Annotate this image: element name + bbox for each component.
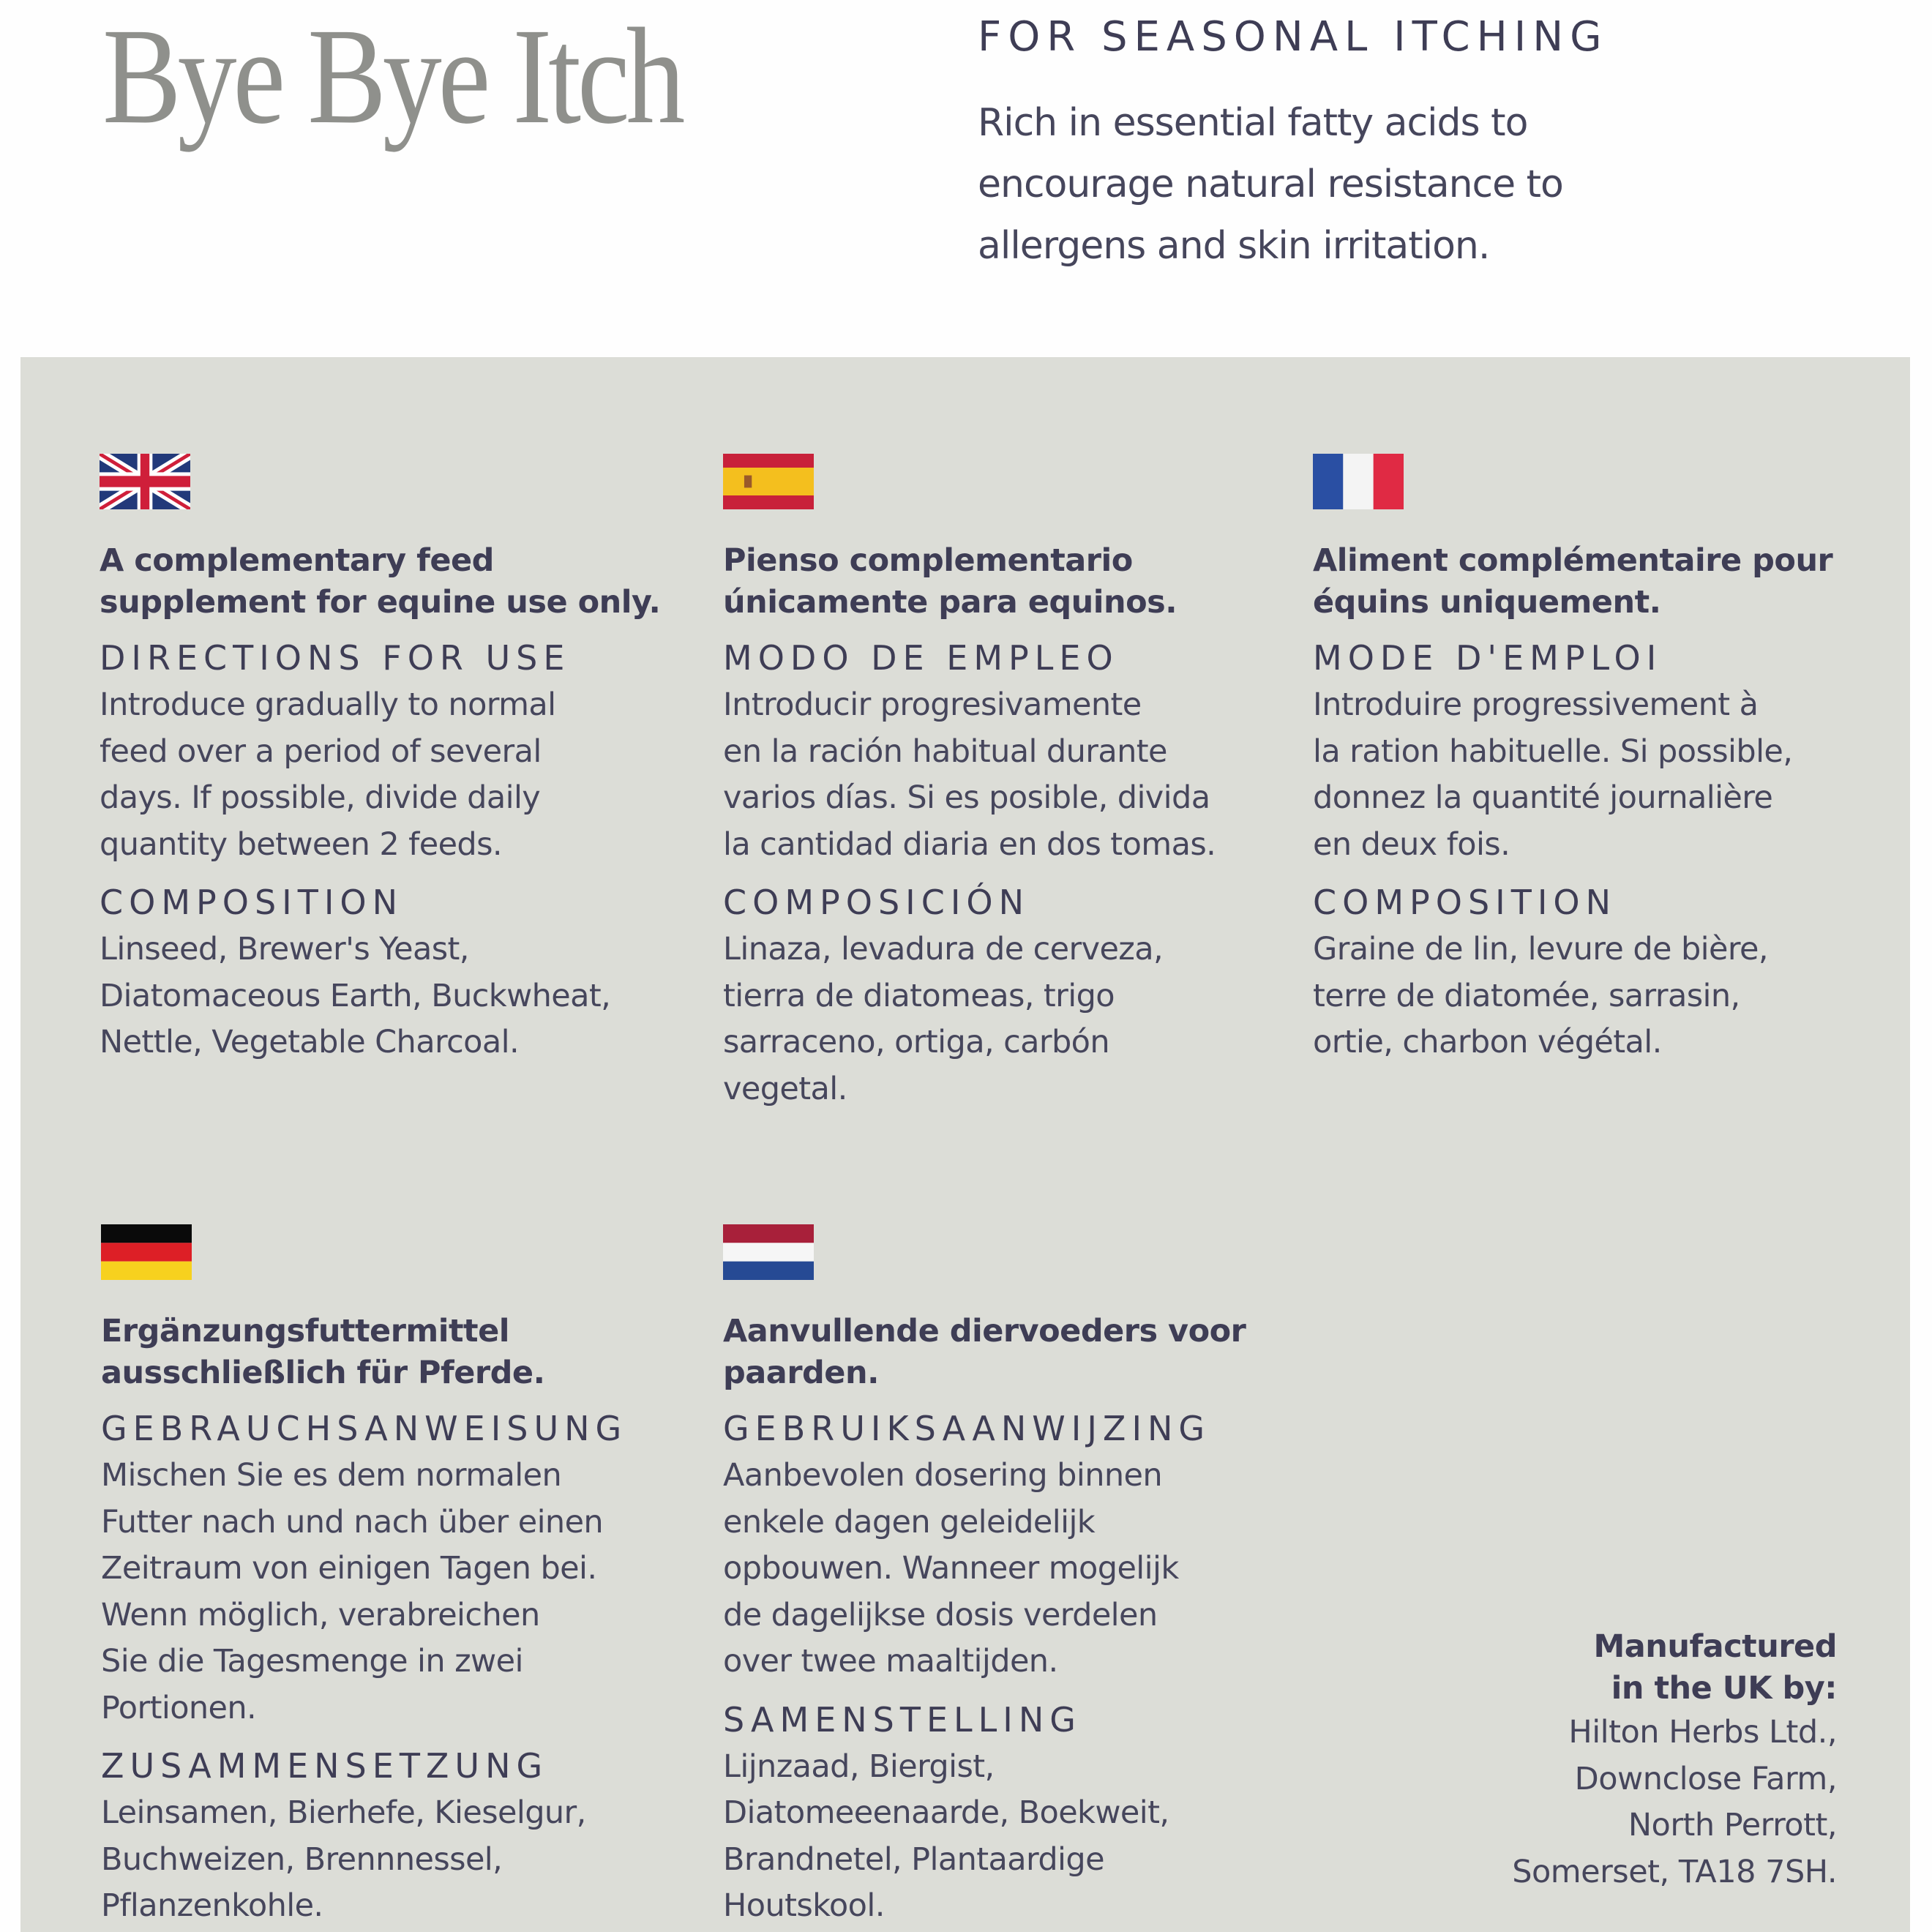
france-flag-icon: [1313, 454, 1404, 509]
text-line: la cantidad diaria en dos tomas.: [723, 825, 1216, 863]
language-block-de: [101, 1224, 686, 1930]
text-line: sarraceno, ortiga, carbón: [723, 1024, 1110, 1060]
language-block-es: [723, 454, 1308, 1112]
text-line: Lijnzaad, Biergist,: [723, 1748, 995, 1785]
feed-description: [723, 1311, 1308, 1394]
directions-text: [100, 682, 685, 868]
lead-line: ausschließlich für Pferde.: [101, 1355, 545, 1391]
text-line: varios días. Si es posible, divida: [723, 779, 1210, 816]
text-line: Portionen.: [101, 1689, 257, 1726]
directions-heading: GEBRAUCHSANWEISUNG: [101, 1409, 628, 1448]
text-line: Diatomeeenaarde, Boekweit,: [723, 1794, 1169, 1831]
text-line: Wenn möglich, verabreichen: [101, 1596, 540, 1633]
feed-description: [100, 540, 685, 624]
composition-text: [101, 1790, 686, 1930]
text-line: vegetal.: [723, 1070, 847, 1107]
directions-text: [723, 682, 1308, 868]
text-line: Nettle, Vegetable Charcoal.: [100, 1024, 520, 1060]
product-title: Bye Bye Itch: [102, 0, 682, 152]
address-line: Somerset, TA18 7SH.: [1512, 1853, 1837, 1890]
composition-text: [723, 1744, 1308, 1930]
text-line: Zeitraum von einigen Tagen bei.: [101, 1550, 597, 1587]
text-line: Sie die Tagesmenge in zwei: [101, 1643, 523, 1680]
composition-text: [100, 926, 685, 1066]
composition-heading: ZUSAMMENSETZUNG: [101, 1746, 549, 1786]
text-line: Pflanzenkohle.: [101, 1887, 323, 1924]
text-line: quantity between 2 feeds.: [100, 825, 502, 863]
text-line: Mischen Sie es dem normalen: [101, 1457, 562, 1494]
lead-line: A complementary feed: [100, 542, 494, 579]
lead-line: paarden.: [723, 1355, 879, 1391]
netherlands-flag-icon: [723, 1224, 814, 1280]
lead-line: Pienso complementario: [723, 542, 1133, 579]
directions-heading: MODO DE EMPLEO: [723, 638, 1119, 678]
text-line: terre de diatomée, sarrasin,: [1313, 977, 1740, 1014]
lead-line: supplement for equine use only.: [100, 584, 661, 621]
directions-text: [1313, 682, 1898, 868]
composition-heading: COMPOSICIÓN: [723, 883, 1030, 922]
spain-flag-icon: [723, 454, 814, 509]
manufacturer-label: [1512, 1626, 1837, 1710]
lead-line: Ergänzungsfuttermittel: [101, 1313, 509, 1349]
text-line: la ration habituelle. Si possible,: [1313, 733, 1793, 770]
composition-heading: COMPOSITION: [1313, 883, 1617, 922]
text-line: over twee maaltijden.: [723, 1643, 1058, 1680]
text-line: tierra de diatomeas, trigo: [723, 977, 1115, 1014]
text-line: feed over a period of several: [100, 733, 542, 770]
feed-description: [723, 540, 1308, 624]
text-line: Leinsamen, Bierhefe, Kieselgur,: [101, 1794, 586, 1831]
text-line: de dagelijkse dosis verdelen: [723, 1596, 1158, 1633]
uk-flag-icon: [100, 454, 190, 509]
text-line: en deux fois.: [1313, 825, 1510, 863]
text-line: enkele dagen geleidelijk: [723, 1503, 1096, 1540]
intro-line: allergens and skin irritation.: [978, 224, 1490, 268]
directions-heading: DIRECTIONS FOR USE: [100, 638, 571, 678]
label-line: Manufactured: [1593, 1628, 1837, 1665]
composition-heading: SAMENSTELLING: [723, 1699, 1082, 1740]
address-line: North Perrott,: [1628, 1807, 1837, 1843]
text-line: Graine de lin, levure de bière,: [1313, 931, 1768, 967]
text-line: Aanbevolen dosering binnen: [723, 1457, 1163, 1494]
text-line: opbouwen. Wanneer mogelijk: [723, 1550, 1179, 1587]
language-block-nl: [723, 1224, 1308, 1930]
text-line: Buchweizen, Brennnessel,: [101, 1841, 503, 1878]
composition-text: [1313, 926, 1898, 1066]
text-line: Futter nach und nach über einen: [101, 1503, 604, 1540]
composition-heading: COMPOSITION: [100, 883, 404, 922]
lead-line: únicamente para equinos.: [723, 584, 1177, 621]
text-line: en la ración habitual durante: [723, 733, 1167, 770]
lead-line: Aanvullende diervoeders voor: [723, 1313, 1246, 1349]
directions-text: [101, 1453, 686, 1731]
language-block-fr: [1313, 454, 1898, 1066]
feed-description: [101, 1311, 686, 1394]
text-line: ortie, charbon végétal.: [1313, 1024, 1662, 1060]
text-line: Houtskool.: [723, 1887, 885, 1924]
product-intro: [978, 92, 1710, 277]
text-line: Introducir progresivamente: [723, 686, 1142, 723]
text-line: donnez la quantité journalière: [1313, 779, 1773, 816]
text-line: Diatomaceous Earth, Buckwheat,: [100, 977, 611, 1014]
address-line: Hilton Herbs Ltd.,: [1568, 1714, 1837, 1751]
directions-heading: GEBRUIKSAANWIJZING: [723, 1409, 1211, 1448]
text-line: Linaza, levadura de cerveza,: [723, 931, 1164, 967]
germany-flag-icon: [101, 1224, 192, 1280]
manufacturer-info: [1512, 1626, 1837, 1895]
intro-line: Rich in essential fatty acids to: [978, 101, 1528, 145]
product-tagline: FOR SEASONAL ITCHING: [978, 13, 1609, 61]
directions-text: [723, 1453, 1308, 1685]
text-line: Introduire progressivement à: [1313, 686, 1759, 723]
directions-heading: MODE D'EMPLOI: [1313, 638, 1663, 678]
feed-description: [1313, 540, 1898, 624]
language-block-en: [100, 454, 685, 1066]
lead-line: Aliment complémentaire pour: [1313, 542, 1833, 579]
address-line: Downclose Farm,: [1574, 1760, 1837, 1797]
lead-line: équins uniquement.: [1313, 584, 1661, 621]
text-line: Linseed, Brewer's Yeast,: [100, 931, 469, 967]
label-line: in the UK by:: [1611, 1670, 1837, 1707]
text-line: Brandnetel, Plantaardige: [723, 1841, 1104, 1878]
text-line: days. If possible, divide daily: [100, 779, 541, 816]
composition-text: [723, 926, 1308, 1112]
manufacturer-address: [1512, 1710, 1837, 1895]
intro-line: encourage natural resistance to: [978, 162, 1563, 206]
text-line: Introduce gradually to normal: [100, 686, 556, 723]
